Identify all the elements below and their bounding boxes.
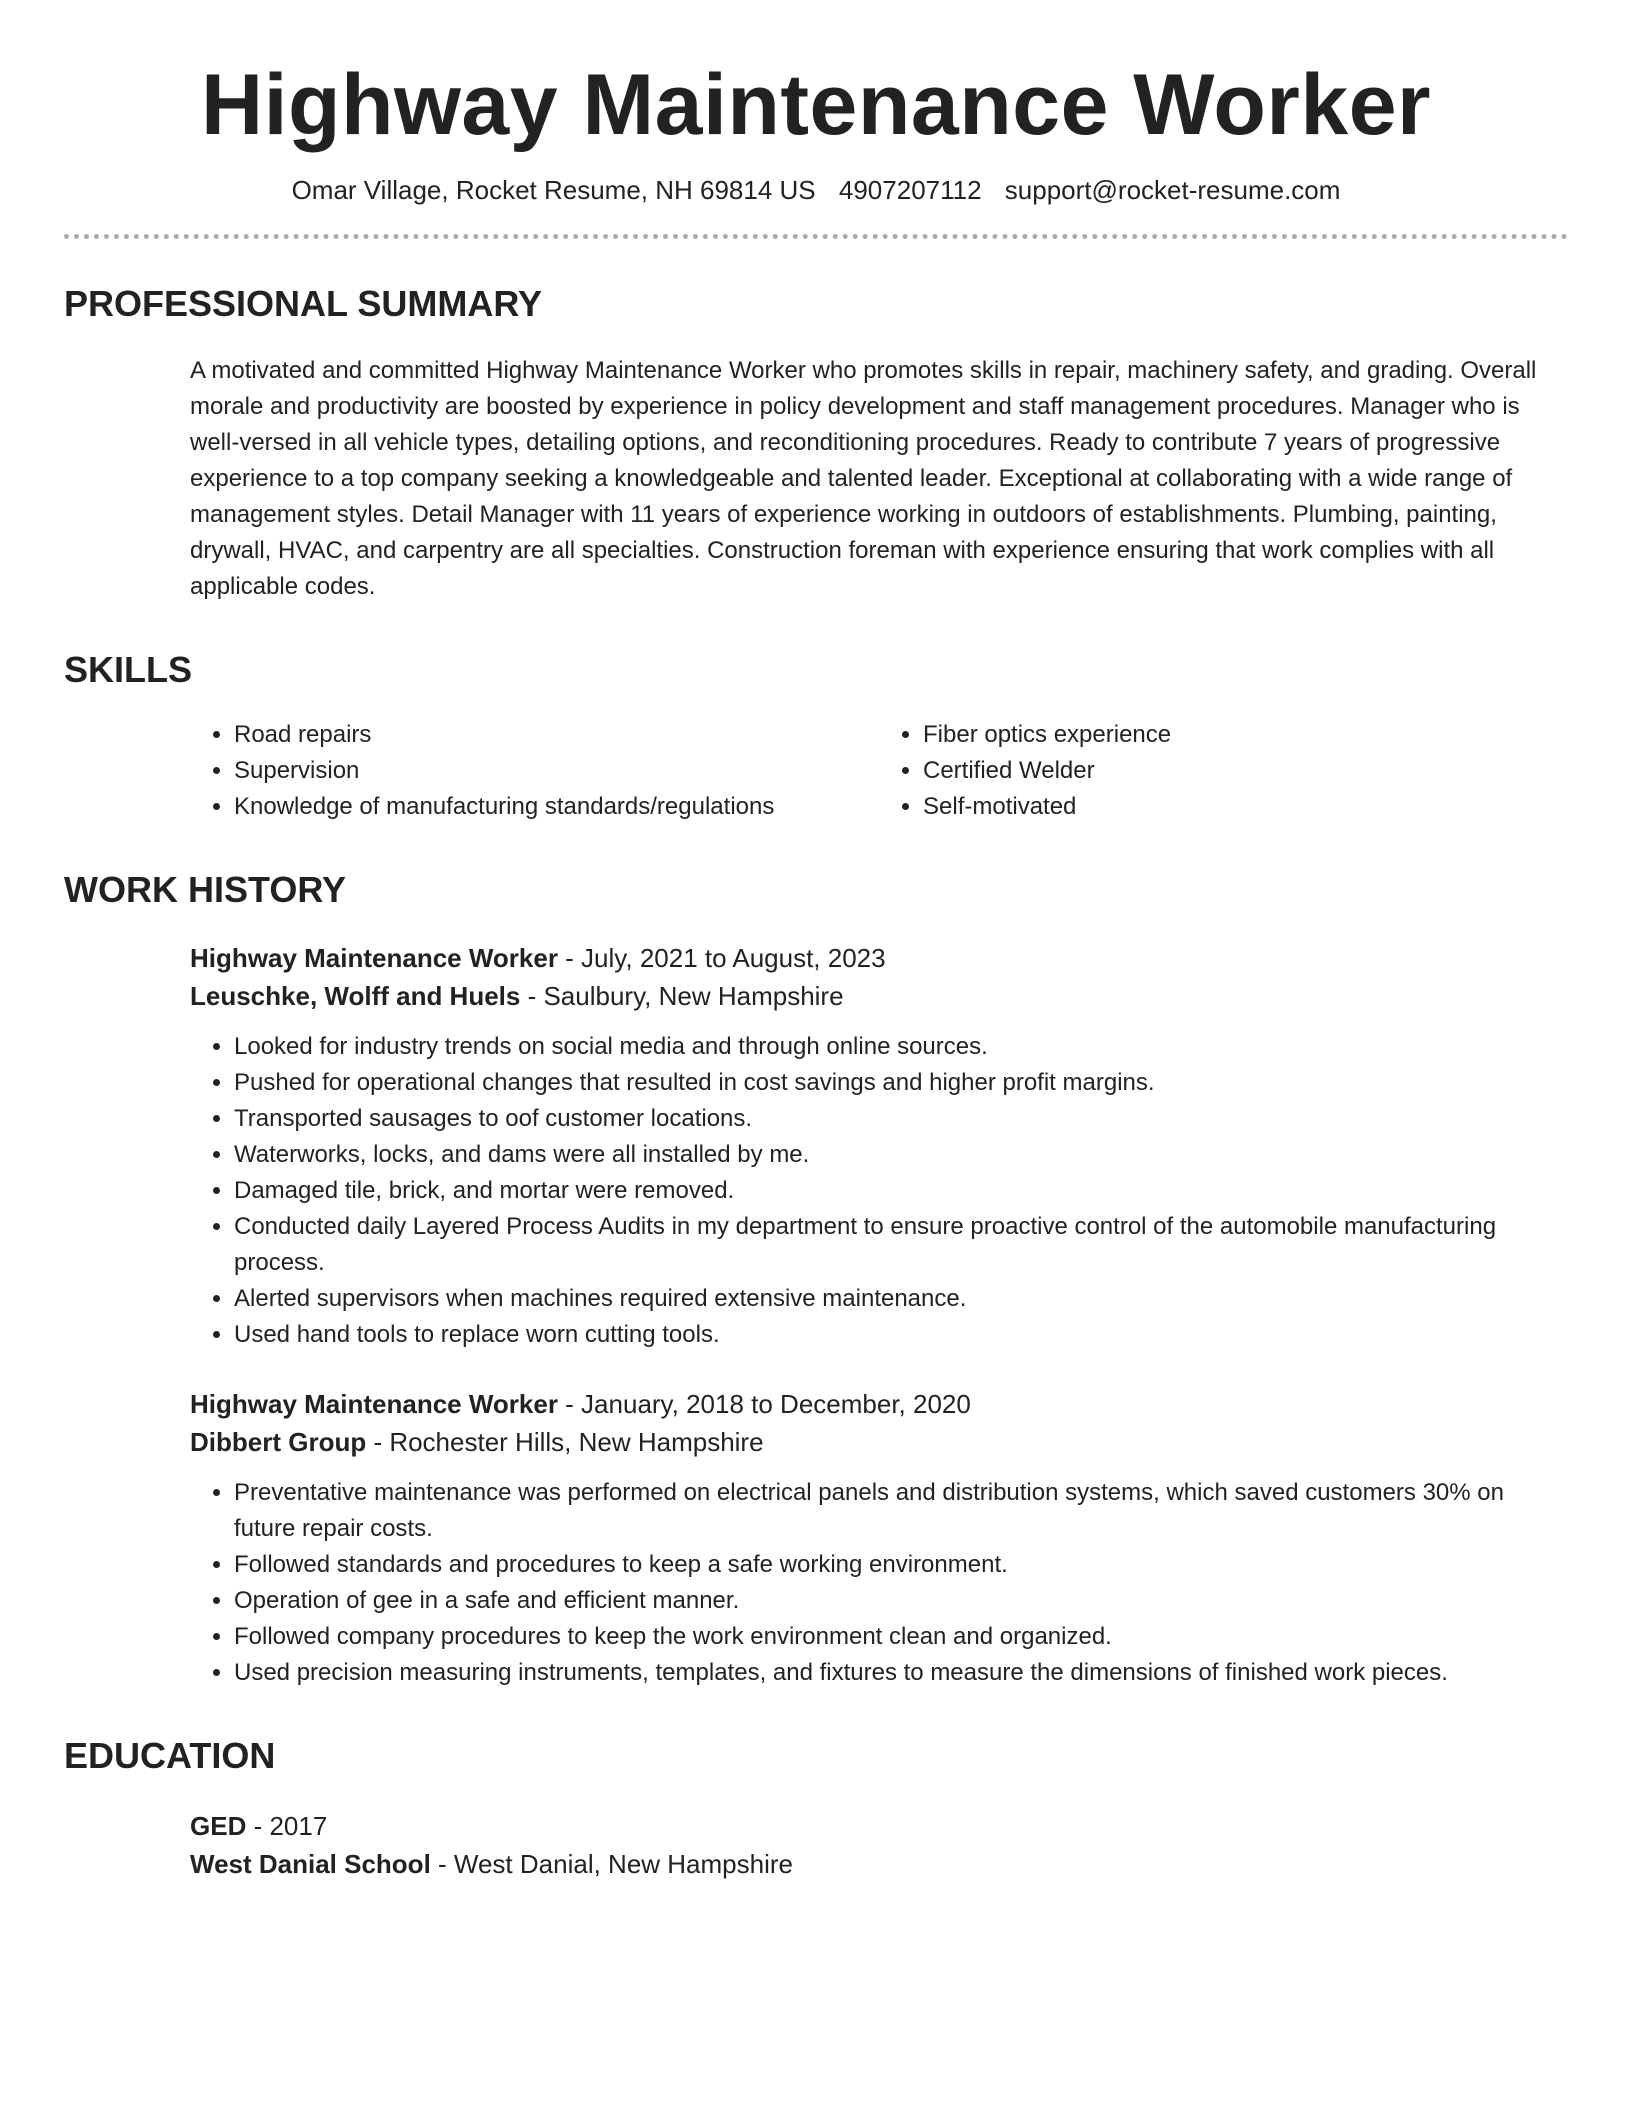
education-title: EDUCATION bbox=[64, 1735, 276, 1777]
job-role-line bbox=[190, 1385, 1568, 1423]
contact-email: support@rocket-resume.com bbox=[1004, 175, 1341, 206]
job-bullet: • Looked for industry trends on social media and through online sources. bbox=[234, 1029, 1568, 1065]
job-bullet: • Conducted daily Layered Process Audits in my department to ensure proactive control of the automobile manufacturing process. bbox=[234, 1209, 1568, 1281]
skills-list-left bbox=[190, 717, 879, 825]
job-location: - Rochester Hills, New Hampshire bbox=[366, 1427, 764, 1458]
education-degree-line bbox=[190, 1807, 1568, 1845]
contact-address: Omar Village, Rocket Resume, NH 69814 US bbox=[291, 175, 816, 206]
job-bullet: • Followed company procedures to keep the work environment clean and organized. bbox=[234, 1619, 1568, 1655]
skill-item: • Fiber optics experience bbox=[923, 717, 1568, 753]
education-location: - West Danial, New Hampshire bbox=[430, 1849, 793, 1880]
job-bullet: • Transported sausages to oof customer locations. bbox=[234, 1101, 1568, 1137]
job-dates: - July, 2021 to August, 2023 bbox=[557, 943, 886, 974]
contact-phone: 4907207112 bbox=[838, 175, 982, 206]
skills-section bbox=[64, 717, 1568, 825]
job-bullet: • Alerted supervisors when machines required extensive maintenance. bbox=[234, 1281, 1568, 1317]
job-location: - Saulbury, New Hampshire bbox=[520, 981, 844, 1012]
job-company: Leuschke, Wolff and Huels bbox=[190, 981, 521, 1012]
job-dates: - January, 2018 to December, 2020 bbox=[557, 1389, 971, 1420]
summary-text: A motivated and committed Highway Maintenance Worker who promotes skills in repair, machinery safety, and grading. Overall morale and productivity are boosted by experience in policy development and staff management procedures. Manager who is well-versed in all vehicle types, detailing options, and reconditioning procedures. Ready to contribute 7 years of progressive experience to a top company seeking a knowledgeable and talented leader. Exceptional at collaborating with a wide range of management styles. Detail Manager with 11 years of experience working in outdoors of establishments. Plumbing, painting, drywall, HVAC, and carpentry are all specialties. Construction foreman with experience ensuring that work complies with all applicable codes. bbox=[190, 357, 1537, 601]
job-entry bbox=[190, 1385, 1568, 1691]
job-bullet: • Waterworks, locks, and dams were all installed by me. bbox=[234, 1137, 1568, 1173]
skill-item: • Knowledge of manufacturing standards/regulations bbox=[234, 789, 879, 825]
summary-section bbox=[64, 353, 1568, 605]
job-bullet: • Operation of gee in a safe and efficient manner. bbox=[234, 1583, 1568, 1619]
skills-list-right bbox=[879, 717, 1568, 825]
skill-item: • Self-motivated bbox=[923, 789, 1568, 825]
job-bullet: • Damaged tile, brick, and mortar were removed. bbox=[234, 1173, 1568, 1209]
job-role-line bbox=[190, 939, 1568, 977]
work-history-section bbox=[64, 939, 1568, 1691]
job-role: Highway Maintenance Worker bbox=[190, 943, 558, 974]
job-bullet: • Pushed for operational changes that resulted in cost savings and higher profit margins. bbox=[234, 1065, 1568, 1101]
contact-line bbox=[64, 175, 1568, 206]
skills-title: SKILLS bbox=[64, 649, 193, 691]
job-bullet: • Used precision measuring instruments, templates, and fixtures to measure the dimensions of finished work pieces. bbox=[234, 1655, 1568, 1691]
work-history-title: WORK HISTORY bbox=[64, 869, 347, 911]
job-company-line bbox=[190, 977, 1568, 1015]
job-bullets bbox=[190, 1029, 1568, 1353]
job-bullet: • Followed standards and procedures to keep a safe working environment. bbox=[234, 1547, 1568, 1583]
job-entry bbox=[190, 939, 1568, 1353]
education-school-line bbox=[190, 1845, 1568, 1883]
skill-item: • Supervision bbox=[234, 753, 879, 789]
job-bullets bbox=[190, 1475, 1568, 1691]
education-section bbox=[64, 1807, 1568, 1883]
resume-name: Highway Maintenance Worker bbox=[200, 57, 1432, 153]
education-year: - 2017 bbox=[246, 1811, 328, 1842]
education-school: West Danial School bbox=[190, 1849, 431, 1880]
job-role: Highway Maintenance Worker bbox=[190, 1389, 558, 1420]
summary-title: PROFESSIONAL SUMMARY bbox=[64, 283, 543, 325]
job-company-line bbox=[190, 1423, 1568, 1461]
job-bullet: • Used hand tools to replace worn cutting tools. bbox=[234, 1317, 1568, 1353]
job-bullet: • Preventative maintenance was performed on electrical panels and distribution systems, which saved customers 30% on future repair costs. bbox=[234, 1475, 1568, 1547]
education-degree: GED bbox=[190, 1811, 247, 1842]
header-divider bbox=[64, 234, 1568, 239]
skill-item: • Road repairs bbox=[234, 717, 879, 753]
skill-item: • Certified Welder bbox=[923, 753, 1568, 789]
job-company: Dibbert Group bbox=[190, 1427, 367, 1458]
